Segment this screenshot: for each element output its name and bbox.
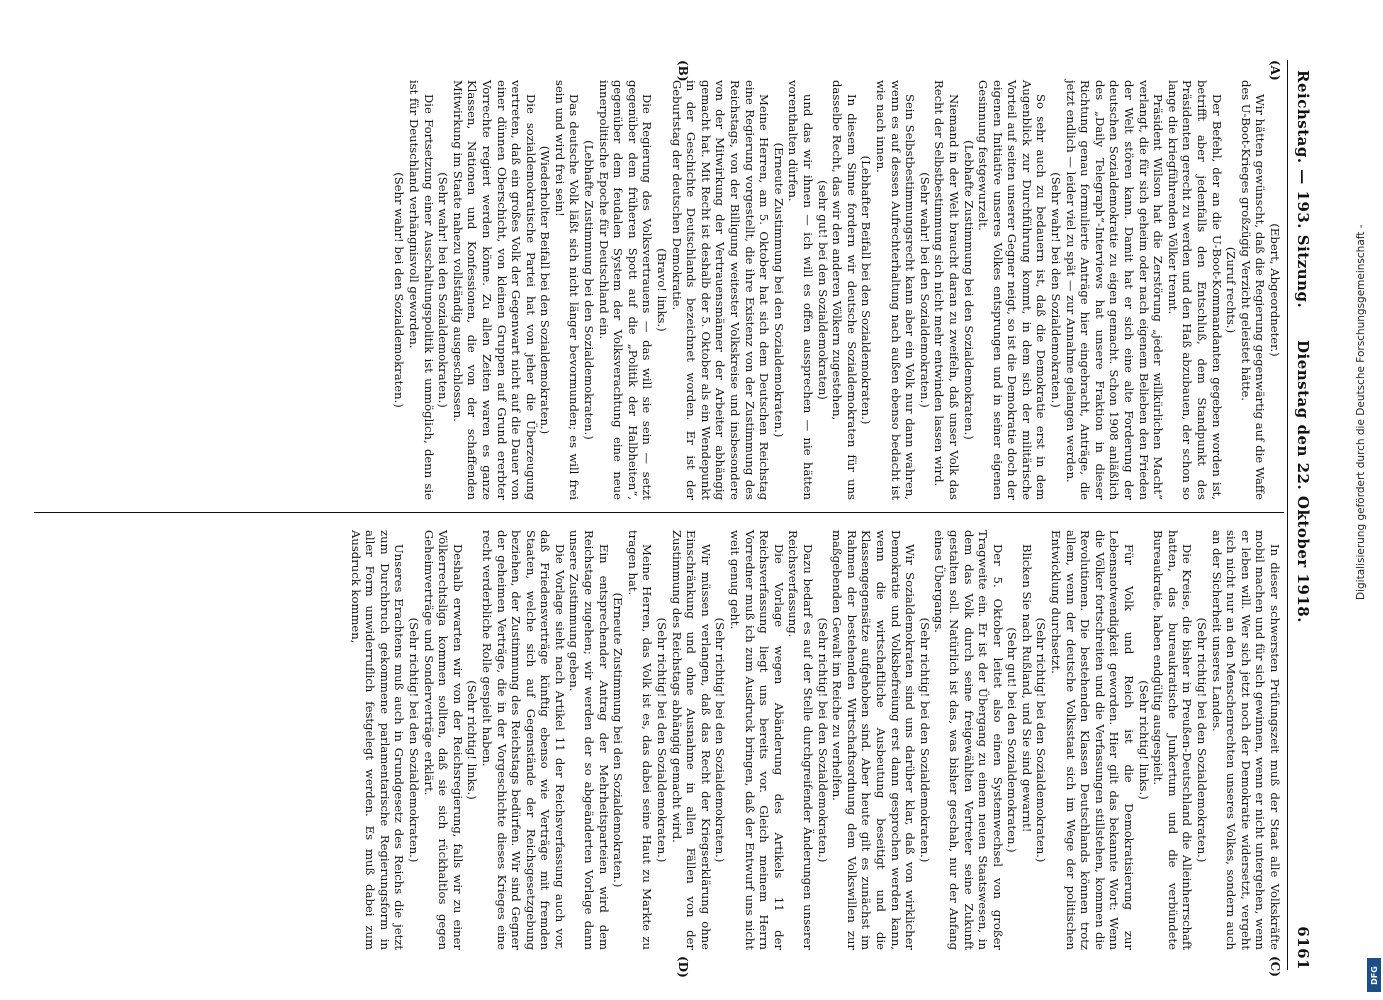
paragraph: Dazu bedarf es auf der Stelle durchgreifender Änderungen unserer Reichsverfassung. xyxy=(786,530,815,950)
interjection: (Sehr richtig! bei den Sozialdemokraten.) xyxy=(655,617,670,863)
interjection: (Erneute Zustimmung bei den Sozialdemokraten.) xyxy=(771,142,786,438)
paragraph: Die sozialdemokratische Partei hat von jeher die Überzeugung vertreten, daß ein großes Volk der Gegenwart nicht auf die Dauer von einer dünnen Oberschicht, von kleinen Gruppen auf Grund ererbter Vorrechte regiert werden könne. Zu allen Zeiten waren es ganze Klassen, Nationen und Konfessionen, die von der schaffenden Mitwirkung im Staate nahezu vollständig ausgeschlossen. xyxy=(450,80,538,500)
interjection: (Sehr wahr! bei den Sozialdemokraten.) xyxy=(1049,172,1064,408)
column-divider xyxy=(34,512,1284,513)
paragraph: Die Kreise, die bisher in Preußen-Deutschland die Alleinherrschaft hatten, das bureaukratische Junkertum und die verbündete Bureaukratie, haben endgültig ausgespielt. xyxy=(1151,530,1195,950)
interjection: (Wiederholter Beifall bei den Sozialdemokraten.) xyxy=(538,145,553,435)
interjection: (Sehr richtig! bei den Sozialdemokraten.) xyxy=(1195,617,1210,863)
paragraph: In dieser schwersten Prüfungszeit muß der Staat alle Volkskräfte mobil machen und für sich gewinnen, wenn er nicht untergehen, wenn er leben will. Wer sich jetzt noch der Demokratie widersetzt, vergeht sich nicht nur an den Menschenrechten unseres Volkes, sondern auch an der Sicherheit unseres Landes. xyxy=(1209,530,1282,950)
left-column xyxy=(392,80,1282,500)
page-header xyxy=(1290,70,1312,970)
paragraph: Meine Herren, am 5. Oktober hat sich dem Deutschen Reichstag eine Regierung vorgestellt, die ihre Existenz von der Zustimmung des Reichstags, von der Billigung weitester Volkskreise und insbesondere von der Mitwirkung der Vertrauensmänner der Arbeiter abhängig gemacht hat. Mit Recht ist deshalb der 5. Oktober als ein Wendepunkt in der Geschichte Deutschlands bezeichnet worden. Er ist der Geburtstag der deutschen Demokratie. xyxy=(669,80,772,500)
interjection: (Sehr richtig! bei den Sozialdemokraten.) xyxy=(917,617,932,863)
paragraph: Wir müssen verlangen, daß das Recht der Kriegserklärung ohne Einschränkung und ohne Ausnahme in allen Fällen von der Zustimmung des Reichstags abhängig gemacht wird. xyxy=(669,530,713,950)
paragraph: Ein entsprechender Antrag der Mehrheitsparteien wird dem Reichstage zugehen; wir werden der so abgeänderten Vorlage dann unsere Zustimmung geben. xyxy=(567,530,611,950)
paragraph: und das wir ihnen — ich will es offen aussprechen — nie hätten vorenthalten dürfen. xyxy=(786,80,815,500)
dfg-logo xyxy=(1367,958,1381,992)
header-date: Dienstag den 22. Oktober 1918. xyxy=(1294,340,1312,623)
margin-marker-b: (B) xyxy=(676,60,690,82)
right-column xyxy=(348,530,1282,950)
paragraph: Das deutsche Volk läßt sich nicht länger bevormunden; es will frei sein und wird frei sein! xyxy=(552,80,582,500)
interjection: (Sehr richtig! links.) xyxy=(1136,680,1151,800)
interjection: (Erneute Zustimmung bei den Sozialdemokraten.) xyxy=(611,592,626,888)
interjection: (Lebhafte Zustimmung bei den Sozialdemokraten.) xyxy=(961,140,976,440)
interjection: (Lebhafter Beifall bei den Sozialdemokraten.) xyxy=(859,155,874,425)
header-rule xyxy=(1287,60,1288,970)
margin-marker-c: (C) xyxy=(1268,956,1282,977)
paragraph: Meine Herren, das Volk ist es, das dabei seine Haut zu Markte zu tragen hat. xyxy=(625,530,655,950)
credit-text: Digitalisierung gefördert durch die Deutsche Forschungsgemeinschaft - xyxy=(1355,224,1367,600)
paragraph: Die Regierung des Volksvertrauens — das will sie sein — setzt gegenüber dem früheren Spott auf die „Politik der Halbheiten“, gegenüber dem feudalen System der Volksverachtung eine neue innerpolitische Epoche für Deutschland ein. xyxy=(596,80,655,500)
paragraph: Deshalb erwarten wir von der Reichsregierung, falls wir zu einer Völkerrechtsliga kommen sollten, daß sie sich rückhaltlos gegen Geheimverträge und Sonderverträge erklärt. xyxy=(421,530,465,950)
interjection: (Ebert, Abgeordneter.) xyxy=(1268,223,1282,357)
paragraph: So sehr auch zu bedauern ist, daß die Demokratie erst in dem Augenblick zur Durchführung kommt, in dem sich der militärische Vorteil auf seiten unserer Gegner neigt, so ist die Demokratie doch der eigenen Initiative unseres Volkes entsprungen und in seiner eigenen Gesinnung festgewurzelt. xyxy=(976,80,1049,500)
interjection: (Sehr wahr! bei den Sozialdemokraten.) xyxy=(436,172,451,408)
paragraph: In diesem Sinne fordern wir deutsche Sozialdemokraten für uns dasselbe Recht, das wir den anderen Völkern zugestehen, xyxy=(830,80,859,500)
header-left: Reichstag. — 193. Sitzung. xyxy=(1294,70,1312,309)
paragraph: Niemand in der Welt braucht daran zu zweifeln, daß unser Volk das Recht der Selbstbestimmung sich nicht mehr entwinden lassen wird. xyxy=(932,80,961,500)
interjection: (Sehr wahr! bei den Sozialdemokraten.) xyxy=(392,172,407,408)
paragraph: Sein Selbstbestimmungsrecht kann aber ein Volk nur dann wahren, wenn es auf dessen Aufrechterhaltung nach außen ebenso bedacht ist wie nach innen. xyxy=(873,80,918,500)
interjection: (Sehr richtig! bei den Sozialdemokraten.) xyxy=(406,617,421,863)
logo-text: DFG xyxy=(1369,965,1379,985)
interjection: (Bravo! links.) xyxy=(655,248,670,332)
paragraph: Für Volk und Reich ist die Demokratisierung zur Lebensnotwendigkeit geworden. Hier gilt das bekannte Wort: Wenn die Völker fortschreiten und die Verfassungen stillstehen, kommen die Revolutionen. Die bestehenden Klassen Deutschlands können trotz allem, wenn der deutsche Volksstaat sich im Wege der politischen Entwicklung durchsetzt. xyxy=(1049,530,1137,950)
interjection: (Sehr richtig! bei den Sozialdemokraten.) xyxy=(713,617,728,863)
paragraph: Präsident Wilson hat die Zerstörung „jeder willkürlichen Macht“ verlangt, die für sich geheim oder nach eigenem Belieben den Frieden der Welt stören kann. Damit hat er sich eine alte Forderung der deutschen Sozialdemokratie zu eigen gemacht. Schon 1908 anläßlich des „Daily Telegraph“-Interviews hat unsere Fraktion in dieser Richtung genau formulierte Anträge hier eingebracht, Anträge, die jetzt endlich — leider viel zu spät — zur Annahme gelangen werden. xyxy=(1063,80,1166,500)
interjection: (Sehr richtig! links.) xyxy=(465,680,480,800)
paragraph: Die Fortsetzung einer Ausschaltungspolitik ist unmöglich, denn sie ist für Deutschland verhängnisvoll geworden. xyxy=(406,80,436,500)
paragraph: Wir Sozialdemokraten sind uns darüber klar, daß von wirklicher Demokratie und Volksbefreiung erst dann gesprochen werden kann, wenn die wirtschaftliche Ausbeutung beseitigt und die Klassengegensätze aufgehoben sind. Aber heute gilt es zunächst im Rahmen der bestehenden Wirtschaftsordnung dem Volkswillen zur maßgebenden Gewalt im Reiche zu verhelfen. xyxy=(830,530,918,950)
interjection: (Zuruf rechts.) xyxy=(1224,246,1239,334)
interjection: (Sehr richtig! bei den Sozialdemokraten.) xyxy=(1034,617,1049,863)
paragraph: Der 5. Oktober leitet also einen Systemwechsel von großer Tragweite ein. Er ist der Übergang zu einem neuen Staatswesen, in dem das Volk durch seine freigewählten Vertreter seine Zukunft gestalten soll. Natürlich ist das, was bisher geschah, nur der Anfang eines Übergangs. xyxy=(932,530,1005,950)
page-number: 6161 xyxy=(1294,926,1312,970)
paragraph: Blicken Sie nach Rußland, und Sie sind gewarnt! xyxy=(1019,544,1034,833)
paragraph: Die Vorlage sieht nach Artikel 11 der Reichsverfassung auch vor, daß Friedensverträge künftig ebenso wie Verträge mit fremden Staaten, welche sich auf Gegenstände der Reichsgesetzgebung beziehen, der Zustimmung des Reichstags bedürfen. Wir sind Gegner der geheimen Verträge, die in der Vorgeschichte dieses Krieges eine recht verderbliche Rolle gespielt haben. xyxy=(479,530,567,950)
paragraph: Unseres Erachtens muß auch in Grundgesetz des Reichs die jetzt zum Durchbruch gekommene parlamentarische Regierungsform in aller Form unwiderruflich festgelegt werden. Es muß dabei zum Ausdruck kommen, xyxy=(348,530,407,950)
paragraph: Wir hätten gewünscht, daß die Regierung gegenwärtig auf die Waffe des U-Boot-Krieges großzügig Verzicht geleistet hätte. xyxy=(1238,80,1268,500)
interjection: (Sehr richtig! bei den Sozialdemokraten.) xyxy=(815,617,830,863)
paragraph: Die Vorlage wegen Abänderung des Artikels 11 der Reichsverfassung liegt uns bereits vor. Gleich meinem Herrn Vorredner muß ich zum Ausdruck bringen, daß der Entwurf uns nicht weit genug geht. xyxy=(728,530,786,950)
interjection: (Sehr wahr! bei den Sozialdemokraten.) xyxy=(917,172,932,408)
paragraph: Der Befehl, der an die U-Boot-Kommandanten gegeben worden ist, betrifft aber jedenfalls den Entschluß, dem Standpunkt des Präsidenten gerecht zu werden und den Haß abzubauen, der schon so lange die kriegführenden Völker trennt. xyxy=(1165,80,1224,500)
margin-marker-d: (D) xyxy=(676,956,690,978)
margin-marker-a: (A) xyxy=(1268,60,1282,81)
interjection: (Sehr gut! bei den Sozialdemokraten.) xyxy=(1005,627,1020,853)
interjection: (Lebhafte Zustimmung bei den Sozialdemokraten.) xyxy=(582,140,597,440)
interjection: (sehr gut! bei den Sozialdemokraten) xyxy=(815,180,830,400)
